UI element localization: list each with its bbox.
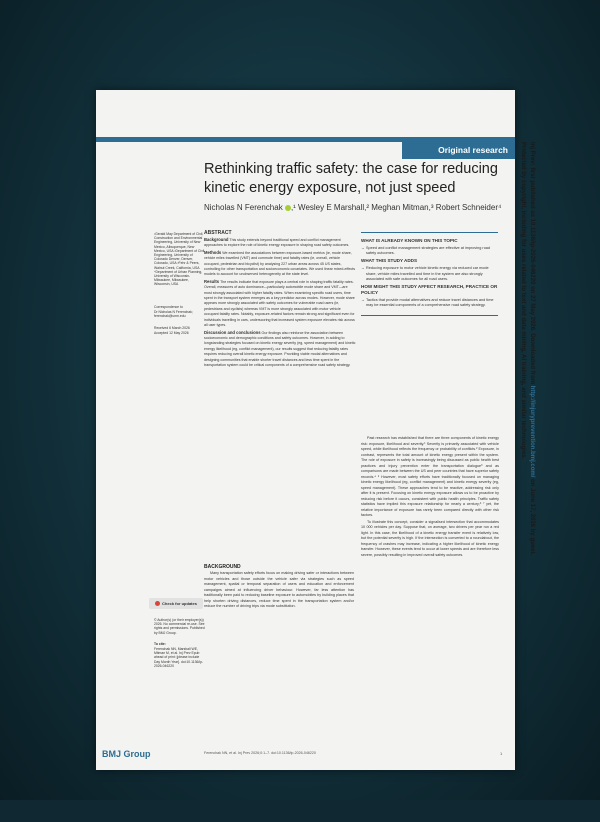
known-heading: WHAT IS ALREADY KNOWN ON THIS TOPIC <box>361 238 458 243</box>
key-messages-box <box>361 232 498 316</box>
known-item: → Speed and conflict management strategies are effective at improving road safety outcomes. <box>361 246 498 256</box>
check-updates-label: Check for updates <box>162 601 197 606</box>
footer-citation: Ferenchak NN, et al. Inj Prev 2026;0:1–7. doi:10.1136/ip-2026-046220 <box>204 751 316 755</box>
abstract <box>204 230 356 369</box>
section-tag: Original research <box>402 142 515 159</box>
methods-label: Methods <box>204 249 222 255</box>
abstract-methods: We examined the associations between exposure-based metrics (ie, mode share, vehicle miles travelled (VMT) and commute time) and fatality rates (ie, overall, vehicle occupant, pedestrian and bicyclist) by analysing 227 urban areas across 45 US states, controlling for other transportation and socioeconomic covariates. We used linear mixed-effects models to account for unobserved heterogeneity at the state level. <box>204 250 356 277</box>
page-number: 1 <box>500 751 503 756</box>
left-paragraph-1: Many transportation safety efforts focus on making driving safer or interactions between motor vehicles and those outside the vehicle safer via strategies such as speed management, spatial or temporal separation of users and education and enforcement campaigns aimed at influencing driver behaviour. However, far less attention has traditionally been paid to reducing baseline exposure to automobiles by building places that help shorten driving distances, reduce time spent in the transportation system and/or reduce the number of driving trips via mode substitution. <box>204 571 354 608</box>
first-author[interactable]: Nicholas N Ferenchak <box>204 203 283 212</box>
side-download-note: Inj Prev: first published as 10.1136/ip-2026-046220 on 27 May 2026. Downloaded from http://injuryprevention.bmj.com/ on June 17, 2026 by guest. Protected by copyright, including for uses related to text and data mining, AI training, and similar technologies. <box>520 142 535 556</box>
abstract-heading: ABSTRACT <box>204 230 232 236</box>
cite-label: To cite: <box>154 642 166 646</box>
correspondence-label: Correspondence to <box>154 305 183 309</box>
cite-text: Ferenchak NN, Marshall WE, Mitman M, et al. Inj Prev Epub ahead of print: [please include Day Month Year]. doi:10.1136/ip-2026-046220 <box>154 647 204 668</box>
affiliations: ¹Gerald May Department of Civil, Construction and Environmental Engineering, University of New Mexico, Albuquerque, New Mexico, USA ²Department of Civil Engineering, University of Colorado Denver, Denver, Colorado, USA ³Fehr & Peers, Walnut Creek, California, USA ⁴Department of Urban Planning, University of Wisconsin-Milwaukee, Milwaukee, Wisconsin, USA <box>154 232 205 287</box>
correspondence: Dr Nicholas N Ferenchak; ferenchak@unm.edu <box>154 310 193 319</box>
right-paragraph-2: To illustrate this concept, consider a signalised intersection that accommodates 10 000 vehicles per day. Suppose that, on average, two drivers per year run a red light. In this case, the likelihood of a kinetic energy transfer event is relatively low, but the potential severity is high. If the intersection is converted to a roundabout, the frequency of crashes may increase, indicating a higher likelihood of kinetic energy transfer. However, these events tend to occur at lower speeds and are therefore less severe, possibly resulting in improved overall safety outcomes. <box>361 519 499 557</box>
abstract-discussion: Our findings also reinforce the association between socioeconomic and demographic conditions and safety outcomes. However, in adding to longstanding strategies focused on kinetic energy severity (eg, speed management) and kinetic energy likelihood (eg, conflict management), our results suggest that reducing fatality rates requires reducing overall kinetic energy exposure. Providing viable modal alternatives and designing communities that enable shorter travel distances and less time spent in the transportation system could be critical components of a comprehensive road safety strategy. <box>204 330 356 367</box>
adds-item: → Reducing exposure to motor vehicle kinetic energy via reduced car mode share, vehicle miles travelled and time in the system are also strongly associated with safe outcomes for all road users. <box>361 266 498 282</box>
check-updates-icon <box>155 601 160 606</box>
left-column <box>204 571 354 611</box>
abstract-results: The results indicate that exposure plays a central role in shaping traffic fatality rates. Overall, measures of auto dominance—particularly automobile mode share and VMT—are most strongly associated with higher fatality rates. When examining specific road users, time spent in the transport system emerges as a key predictor across modes. However, mode share appears more strongly associated with safety outcomes for vulnerable road users (ie, pedestrians and cyclists) whereas VMT is more strongly associated with motor vehicle occupant fatality rates. Notably, exposure-related factors remain strong and significant even for individuals travelling in cars, underscoring that increased system exposure elevates risk across all user types. <box>204 279 355 328</box>
article-page <box>96 90 535 770</box>
impact-heading: HOW MIGHT THIS STUDY AFFECT RESEARCH, PRACTICE OR POLICY <box>361 284 498 296</box>
adds-heading: WHAT THIS STUDY ADDS <box>361 258 418 264</box>
background-label: Background <box>204 237 229 242</box>
background-heading: BACKGROUND <box>204 564 241 570</box>
discussion-label: Discussion and conclusions <box>204 329 261 335</box>
results-label: Results <box>204 278 220 284</box>
author-list <box>204 203 504 212</box>
impact-item: → Tactics that provide modal alternatives and reduce travel distances and time may be essential components of a comprehensive road safety strategy. <box>361 298 498 308</box>
article-title: Rethinking traffic safety: the case for reducing kinetic energy exposure, not just speed <box>204 161 498 196</box>
right-column <box>361 436 499 559</box>
other-authors: ,¹ Wesley E Marshall,² Meghan Mitman,³ Robert Schneider⁴ <box>290 203 502 212</box>
right-paragraph-1: Past research has established that there are three components of kinetic energy risk: exposure, likelihood and severity.¹ Severity is primarily associated with vehicle speed, while likelihood reflects the frequency or probability of conflicts.² Exposure, in contrast, represents the total amount of kinetic energy present within the system. The role of exposure in safety is increasingly being discussed as public health best practices and injury prevention enter the transportation dialogue³ and as comparisons are made between the US and peer countries that have superior safety records.⁴ ⁵ However, most safety efforts have traditionally focused on managing kinetic energy likelihood (eg, conflict management) and kinetic energy severity (eg, speed management). These approaches tend to be reactive, addressing risk only after it is present. Focusing on kinetic energy exposure allows us to be proactive by reducing risk before it occurs, consistent with public health principles. Traffic safety statistics have implied this exposure relationship for nearly a century;⁶ ⁷ yet, the relative importance of exposure has rarely been compared directly with other risk factors. <box>361 436 499 517</box>
accepted-date: Accepted 12 May 2026 <box>154 331 189 335</box>
journal-link[interactable]: http://injuryprevention.bmj.com/ <box>529 385 535 478</box>
copyright: © Author(s) (or their employer(s)) 2026. No commercial re-use. See rights and permissions. Published by BMJ Group. <box>154 618 205 635</box>
check-for-updates-button[interactable] <box>149 598 203 609</box>
received-date: Received 6 March 2026 <box>154 326 190 330</box>
publisher-logo: BMJ Group <box>102 749 151 759</box>
abstract-background: This study extends beyond traditional speed and conflict management approaches to explore the role of kinetic energy exposure in shaping road safety outcomes. <box>204 238 350 248</box>
